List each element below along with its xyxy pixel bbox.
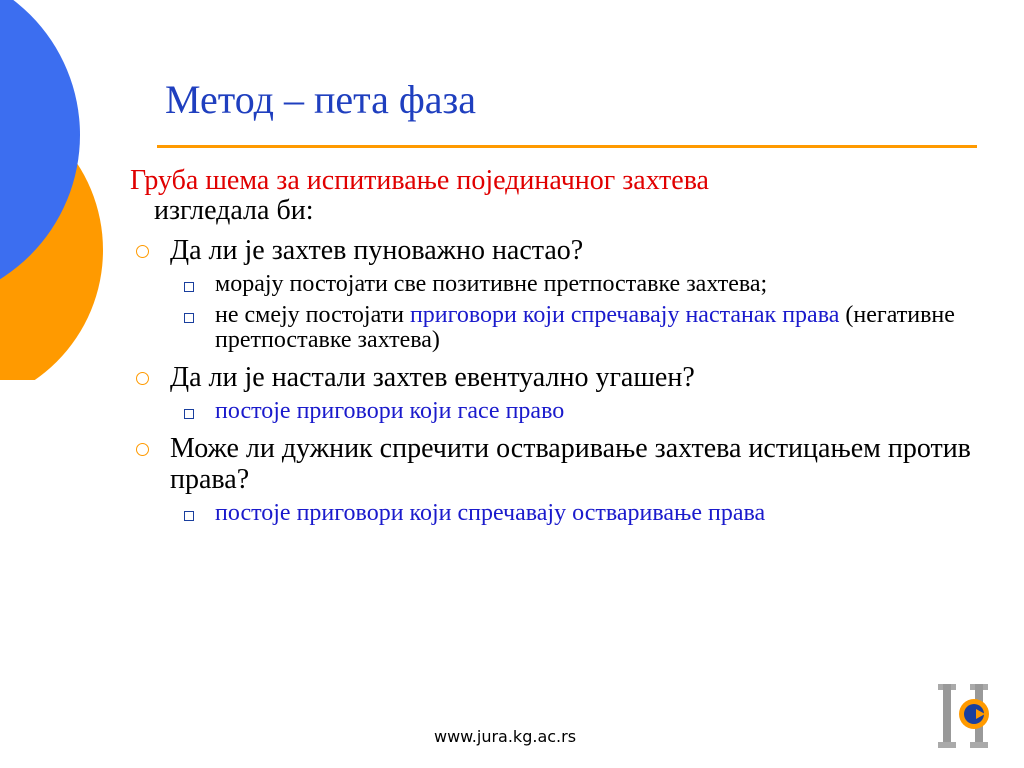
bullet-2-text: Да ли је настали захтев евентуално угашен? xyxy=(170,362,695,393)
bullet-2 xyxy=(130,362,1010,393)
square-bullet-icon xyxy=(184,313,194,323)
slide-title: Метод – пета фаза xyxy=(165,77,477,122)
sub-bullet-1-1 xyxy=(130,272,1010,297)
footer-url: www.jura.kg.ac.rs xyxy=(434,727,577,746)
square-bullet-icon xyxy=(184,511,194,521)
intro-paragraph xyxy=(130,166,1010,226)
sub-bullet-2-1 xyxy=(130,399,1010,424)
intro-continuation: изгледала би: xyxy=(154,195,314,226)
bullet-3 xyxy=(130,433,1010,495)
circle-bullet-icon xyxy=(136,372,149,385)
sub-bullet-3-1 xyxy=(130,501,1010,526)
faculty-logo-icon xyxy=(932,680,1004,752)
bullet-1-text: Да ли је захтев пуноважно настао? xyxy=(170,235,584,266)
intro-highlight: Груба шема за испитивање појединачног захтева xyxy=(130,165,709,196)
slide-content xyxy=(130,166,1010,532)
circle-bullet-icon xyxy=(136,245,149,258)
sub-bullet-1-2 xyxy=(130,303,1010,353)
square-bullet-icon xyxy=(184,282,194,292)
title-underline xyxy=(157,145,977,148)
circle-bullet-icon xyxy=(136,443,149,456)
sub-bullet-3-1-link: постоје приговори који спречавају остваривање права xyxy=(215,500,766,526)
sub-bullet-1-1-text: морају постојати све позитивне претпоставке захтева; xyxy=(215,271,768,297)
sub-bullet-1-2-pre: не смеју постојати xyxy=(215,302,410,328)
square-bullet-icon xyxy=(184,409,194,419)
bullet-1 xyxy=(130,235,1010,266)
bullet-3-text: Може ли дужник спречити остваривање захтева истицањем против права? xyxy=(170,433,971,495)
sub-bullet-2-1-link: постоје приговори који гасе право xyxy=(215,398,565,424)
sub-bullet-1-2-post: (негативне претпоставке захтева) xyxy=(215,302,955,353)
sub-bullet-1-2-link: приговори који спречавају настанак права xyxy=(409,302,840,328)
decorative-circles xyxy=(0,0,110,380)
